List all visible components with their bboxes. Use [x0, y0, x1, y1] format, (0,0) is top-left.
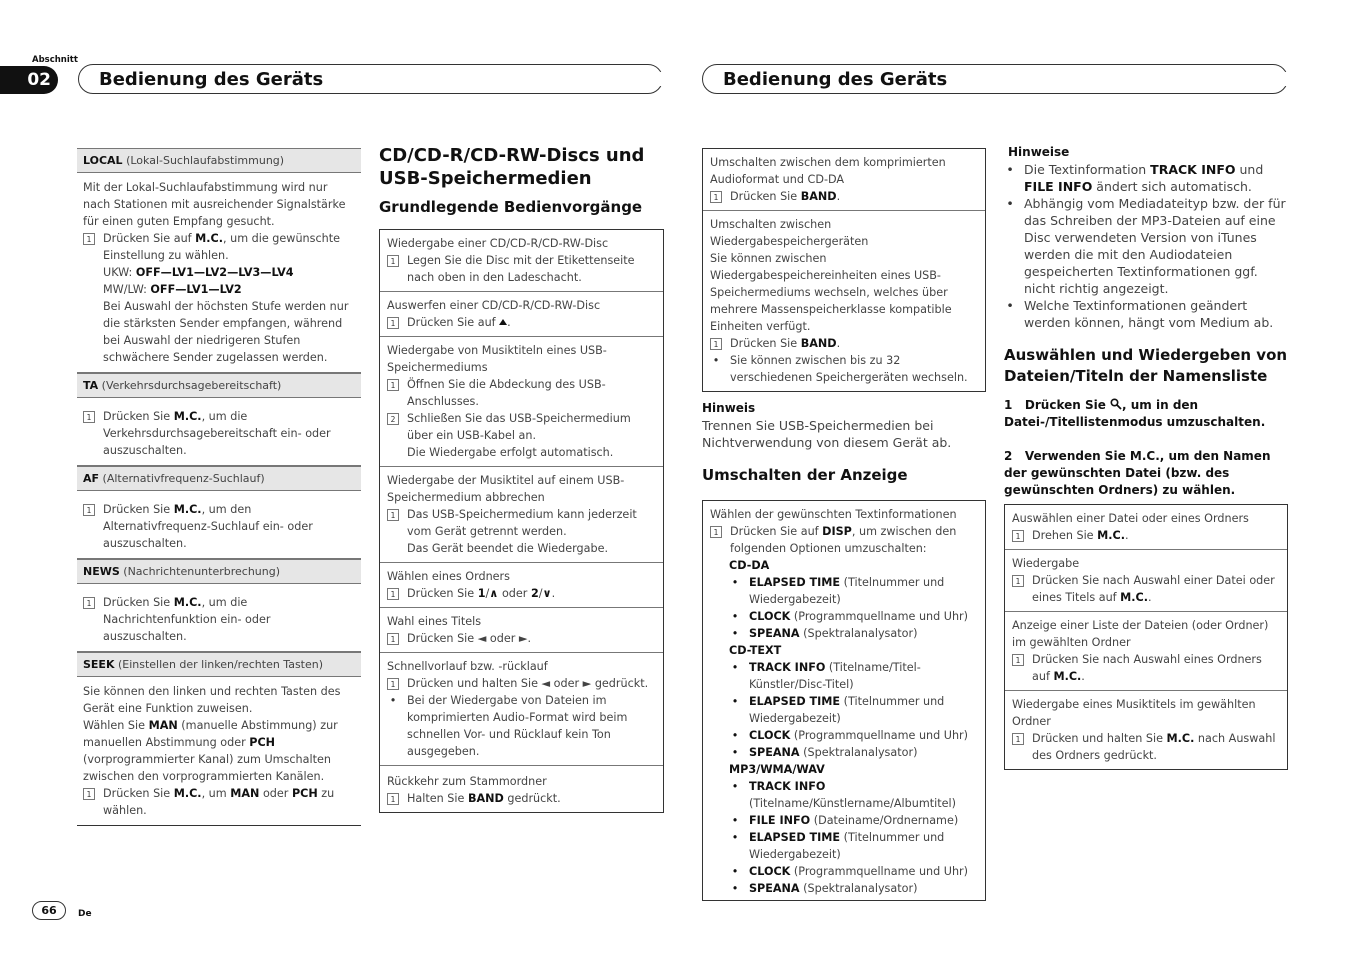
- group-mp3-items: [710, 778, 979, 897]
- display-box: [702, 500, 986, 901]
- hinweis-title: Hinweis: [702, 401, 756, 415]
- af-body: 1 Drücken Sie M.C., um den Alternativfrequenz-Suchlauf ein- oder auszuschalten.: [77, 491, 361, 559]
- op-play-usb: Wiedergabe von Musiktiteln eines USB-Speichermediums 1 Öffnen Sie die Abdeckung des USB-Anschlusses. 2 Schließen Sie das USB-Speichermedium über ein USB-Kabel an. Die Wiedergabe erfolgt automatisch.: [380, 337, 663, 467]
- hinweis-text: Trennen Sie USB-Speichermedien bei Nichtverwendung von diesem Gerät ab.: [702, 418, 952, 450]
- op-fast-forward: Schnellvorlauf bzw. -rücklauf 1 Drücken und halten Sie ◄ oder ► gedrückt. • Bei der Wiedergabe von Dateien im komprimierten Audio-Format wird beim schnellen Vor- und Rücklauf kein Ton ausgegeben.: [380, 653, 663, 766]
- column-2: [379, 144, 664, 813]
- op-select-folder: Wählen eines Ordners 1 Drücken Sie 1/∧ oder 2/∨.: [380, 563, 663, 608]
- display-title: Umschalten der Anzeige: [702, 466, 908, 484]
- subsection-title: Grundlegende Bedienvorgänge: [379, 198, 643, 216]
- mw-levels: MW/LW: OFF—LV1—LV2: [103, 283, 242, 296]
- section-label: Abschnitt: [32, 55, 78, 65]
- language-code: De: [78, 909, 92, 919]
- hinweise-title: Hinweise: [1008, 145, 1070, 159]
- group-mp3: MP3/WMA/WAV: [729, 763, 825, 776]
- nl-select-item: Auswählen einer Datei oder eines Ordners 1 Drehen Sie M.C..: [1005, 505, 1287, 550]
- ukw-levels: UKW: OFF—LV1—LV2—LV3—LV4: [103, 266, 294, 279]
- nl-folder-list: Anzeige einer Liste der Dateien (oder Ordner) im gewählten Ordner 1 Drücken Sie nach Auswahl eines Ordners auf M.C..: [1005, 612, 1287, 691]
- local-key: LOCAL (Lokal-Suchlaufabstimmung): [77, 148, 361, 173]
- header-left: Bedienung des Geräts: [78, 64, 663, 94]
- seek-body: Sie können den linken und rechten Tasten des Gerät eine Funktion zuweisen. Wählen Sie MAN (manuelle Abstimmung) zur manuellen Abstimmung oder PCH (vorprogrammierter Kanal) zum Umschalten zwischen den vorprogrammierten Kanälen. 1 Drücken Sie M.C., um MAN oder PCH zu wählen.: [77, 677, 361, 826]
- step-1: 1 Drücken Sie , um in den Datei-/Titellistenmodus umzuschalten.: [1004, 398, 1266, 429]
- ta-key: TA (Verkehrsdurchsagebereitschaft): [77, 373, 361, 398]
- display-options: Wählen der gewünschten Textinformationen 1 Drücken Sie auf DISP, um zwischen den folgenden Optionen umzuschalten: CD-DA • ELAPSED TIME (Titelnummer und Wiedergabezeit) • CLOCK (Programmquellname und Uhr) • SPEANA (Spektralanalysator) CD-TEXT • TRACK INFO (Titelname/Titel-Künstler/Disc-Titel) • ELAPSED TIME (Titelnummer und Wiedergabezeit) • CLOCK (Programmquellname und Uhr) • SPEANA (Spektralanalysator) MP3/WMA/WAV • TRACK INFO (Titelname/Künstlername/Albumtitel) • FILE INFO (Dateiname/Ordnername) • ELAPSED TIME (Titelnummer und Wiedergabezeit) • CLOCK (Programmquellname und Uhr) • SPEANA (Spektralanalysator): [703, 501, 985, 900]
- display-option-item: • CLOCK (Programmquellname und Uhr): [731, 865, 969, 878]
- local-step: 1 Drücken Sie auf M.C., um die gewünschte Einstellung zu wählen.: [83, 230, 355, 264]
- display-option-item: • FILE INFO (Dateiname/Ordnername): [731, 814, 959, 827]
- op-root-folder: Rückkehr zum Stammordner 1 Halten Sie BAND gedrückt.: [387, 775, 561, 805]
- namelist-box: [1004, 504, 1288, 770]
- op-stop-usb: Wiedergabe der Musiktitel auf einem USB-Speichermedium abbrechen 1 Das USB-Speichermedium kann jederzeit vom Gerät getrennt werden. Das Gerät beendet die Wiedergabe.: [380, 467, 663, 563]
- namelist-title: Auswählen und Wiedergeben von Dateien/Titeln der Namensliste: [1004, 346, 1288, 385]
- switch-audio-format: Umschalten zwischen dem komprimierten Audioformat und CD-DA 1 Drücken Sie BAND.: [703, 149, 985, 211]
- local-intro: Mit der Lokal-Suchlaufabstimmung wird nur nach Stationen mit ausreichender Signalstärke für einen guten Empfang gesucht.: [83, 181, 346, 228]
- seek-key: SEEK (Einstellen der linken/rechten Tasten): [77, 652, 361, 677]
- group-cd-da-items: [710, 574, 979, 642]
- op-eject-disc: Auswerfen einer CD/CD-R/CD-RW-Disc 1 Drücken Sie auf .: [380, 292, 663, 337]
- display-option-item: • SPEANA (Spektralanalysator): [731, 882, 918, 895]
- group-cd-da: CD-DA: [729, 559, 770, 572]
- local-note: Bei Auswahl der höchsten Stufe werden nur die stärksten Sender empfangen, während bei Auswahl der niedrigeren Stufen schwächere Sender zugelassen werden.: [103, 300, 349, 364]
- section-title: CD/CD-R/CD-RW-Discs und USB-Speichermedien: [379, 145, 645, 189]
- display-option-item: • CLOCK (Programmquellname und Uhr): [731, 610, 969, 623]
- switch-box: [702, 148, 986, 392]
- display-option-item: • ELAPSED TIME (Titelnummer und Wiedergabezeit): [731, 831, 945, 861]
- up-chevron-icon: ∧: [489, 587, 499, 600]
- op-select-track: Wahl eines Titels 1 Drücken Sie ◄ oder ►.: [380, 608, 663, 653]
- column-1: [77, 148, 361, 826]
- column-3: [702, 148, 986, 901]
- display-option-item: • CLOCK (Programmquellname und Uhr): [731, 729, 969, 742]
- display-option-item: • TRACK INFO (Titelname/Titel-Künstler/Disc-Titel): [731, 661, 921, 691]
- local-body: [77, 173, 361, 373]
- chapter-number: 02: [0, 66, 58, 94]
- step-2: 2 Verwenden Sie M.C., um den Namen der gewünschten Datei (bzw. des gewünschten Ordners) zu wählen.: [1004, 449, 1271, 497]
- basic-operations-box: [379, 229, 664, 813]
- ta-body: 1 Drücken Sie M.C., um die Verkehrsdurchsagebereitschaft ein- oder auszuschalten.: [77, 398, 361, 466]
- display-option-item: • ELAPSED TIME (Titelnummer und Wiedergabezeit): [731, 576, 945, 606]
- news-body: 1 Drücken Sie M.C., um die Nachrichtenfunktion ein- oder auszuschalten.: [77, 584, 361, 652]
- nl-playback: Wiedergabe 1 Drücken Sie nach Auswahl einer Datei oder eines Titels auf M.C..: [1005, 550, 1287, 612]
- display-option-item: • SPEANA (Spektralanalysator): [731, 627, 918, 640]
- group-cd-text-items: [710, 659, 979, 761]
- display-option-item: • TRACK INFO (Titelname/Künstlername/Albumtitel): [731, 780, 956, 810]
- hinweise-list: • Die Textinformation TRACK INFO und FILE INFO ändert sich automatisch. • Abhängig vom Mediadateityp bzw. der für das Schreiben der MP3-Dateien auf eine Disc verwendeten Version von iTunes werden die mit den Audiodateien gespeicherten Textinformationen ggf. nicht richtig angezeigt. • Welche Textinformationen geändert werden können, hängt vom Medium ab.: [1006, 162, 1286, 330]
- op-play-disc: Wiedergabe einer CD/CD-R/CD-RW-Disc 1 Legen Sie die Disc mit der Etikettenseite nach oben in den Ladeschacht.: [380, 230, 663, 292]
- news-key: NEWS (Nachrichtenunterbrechung): [77, 559, 361, 584]
- display-option-item: • ELAPSED TIME (Titelnummer und Wiedergabezeit): [731, 695, 945, 725]
- group-cd-text: CD-TEXT: [729, 644, 782, 657]
- display-option-item: • SPEANA (Spektralanalysator): [731, 746, 918, 759]
- down-chevron-icon: ∨: [542, 587, 552, 600]
- eject-icon: [499, 319, 507, 325]
- header-right: Bedienung des Geräts: [702, 64, 1288, 94]
- page-number: 66: [32, 901, 66, 920]
- switch-storage-devices: Umschalten zwischen Wiedergabespeichergeräten Sie können zwischen Wiedergabespeichereinheiten eines USB-Speichermediums wechseln, welches über mehrere Massenspeicherklasse kompatible Einheiten verfügt. 1 Drücken Sie BAND. • Sie können zwischen bis zu 32 verschiedenen Speichergeräten wechseln.: [710, 218, 968, 384]
- af-key: AF (Alternativfrequenz-Suchlauf): [77, 466, 361, 491]
- nl-play-in-folder: Wiedergabe eines Musiktitels im gewählten Ordner 1 Drücken und halten Sie M.C. nach Auswahl des Ordners gedrückt.: [1012, 698, 1276, 762]
- search-icon: [1110, 398, 1122, 410]
- column-4: [1004, 144, 1288, 770]
